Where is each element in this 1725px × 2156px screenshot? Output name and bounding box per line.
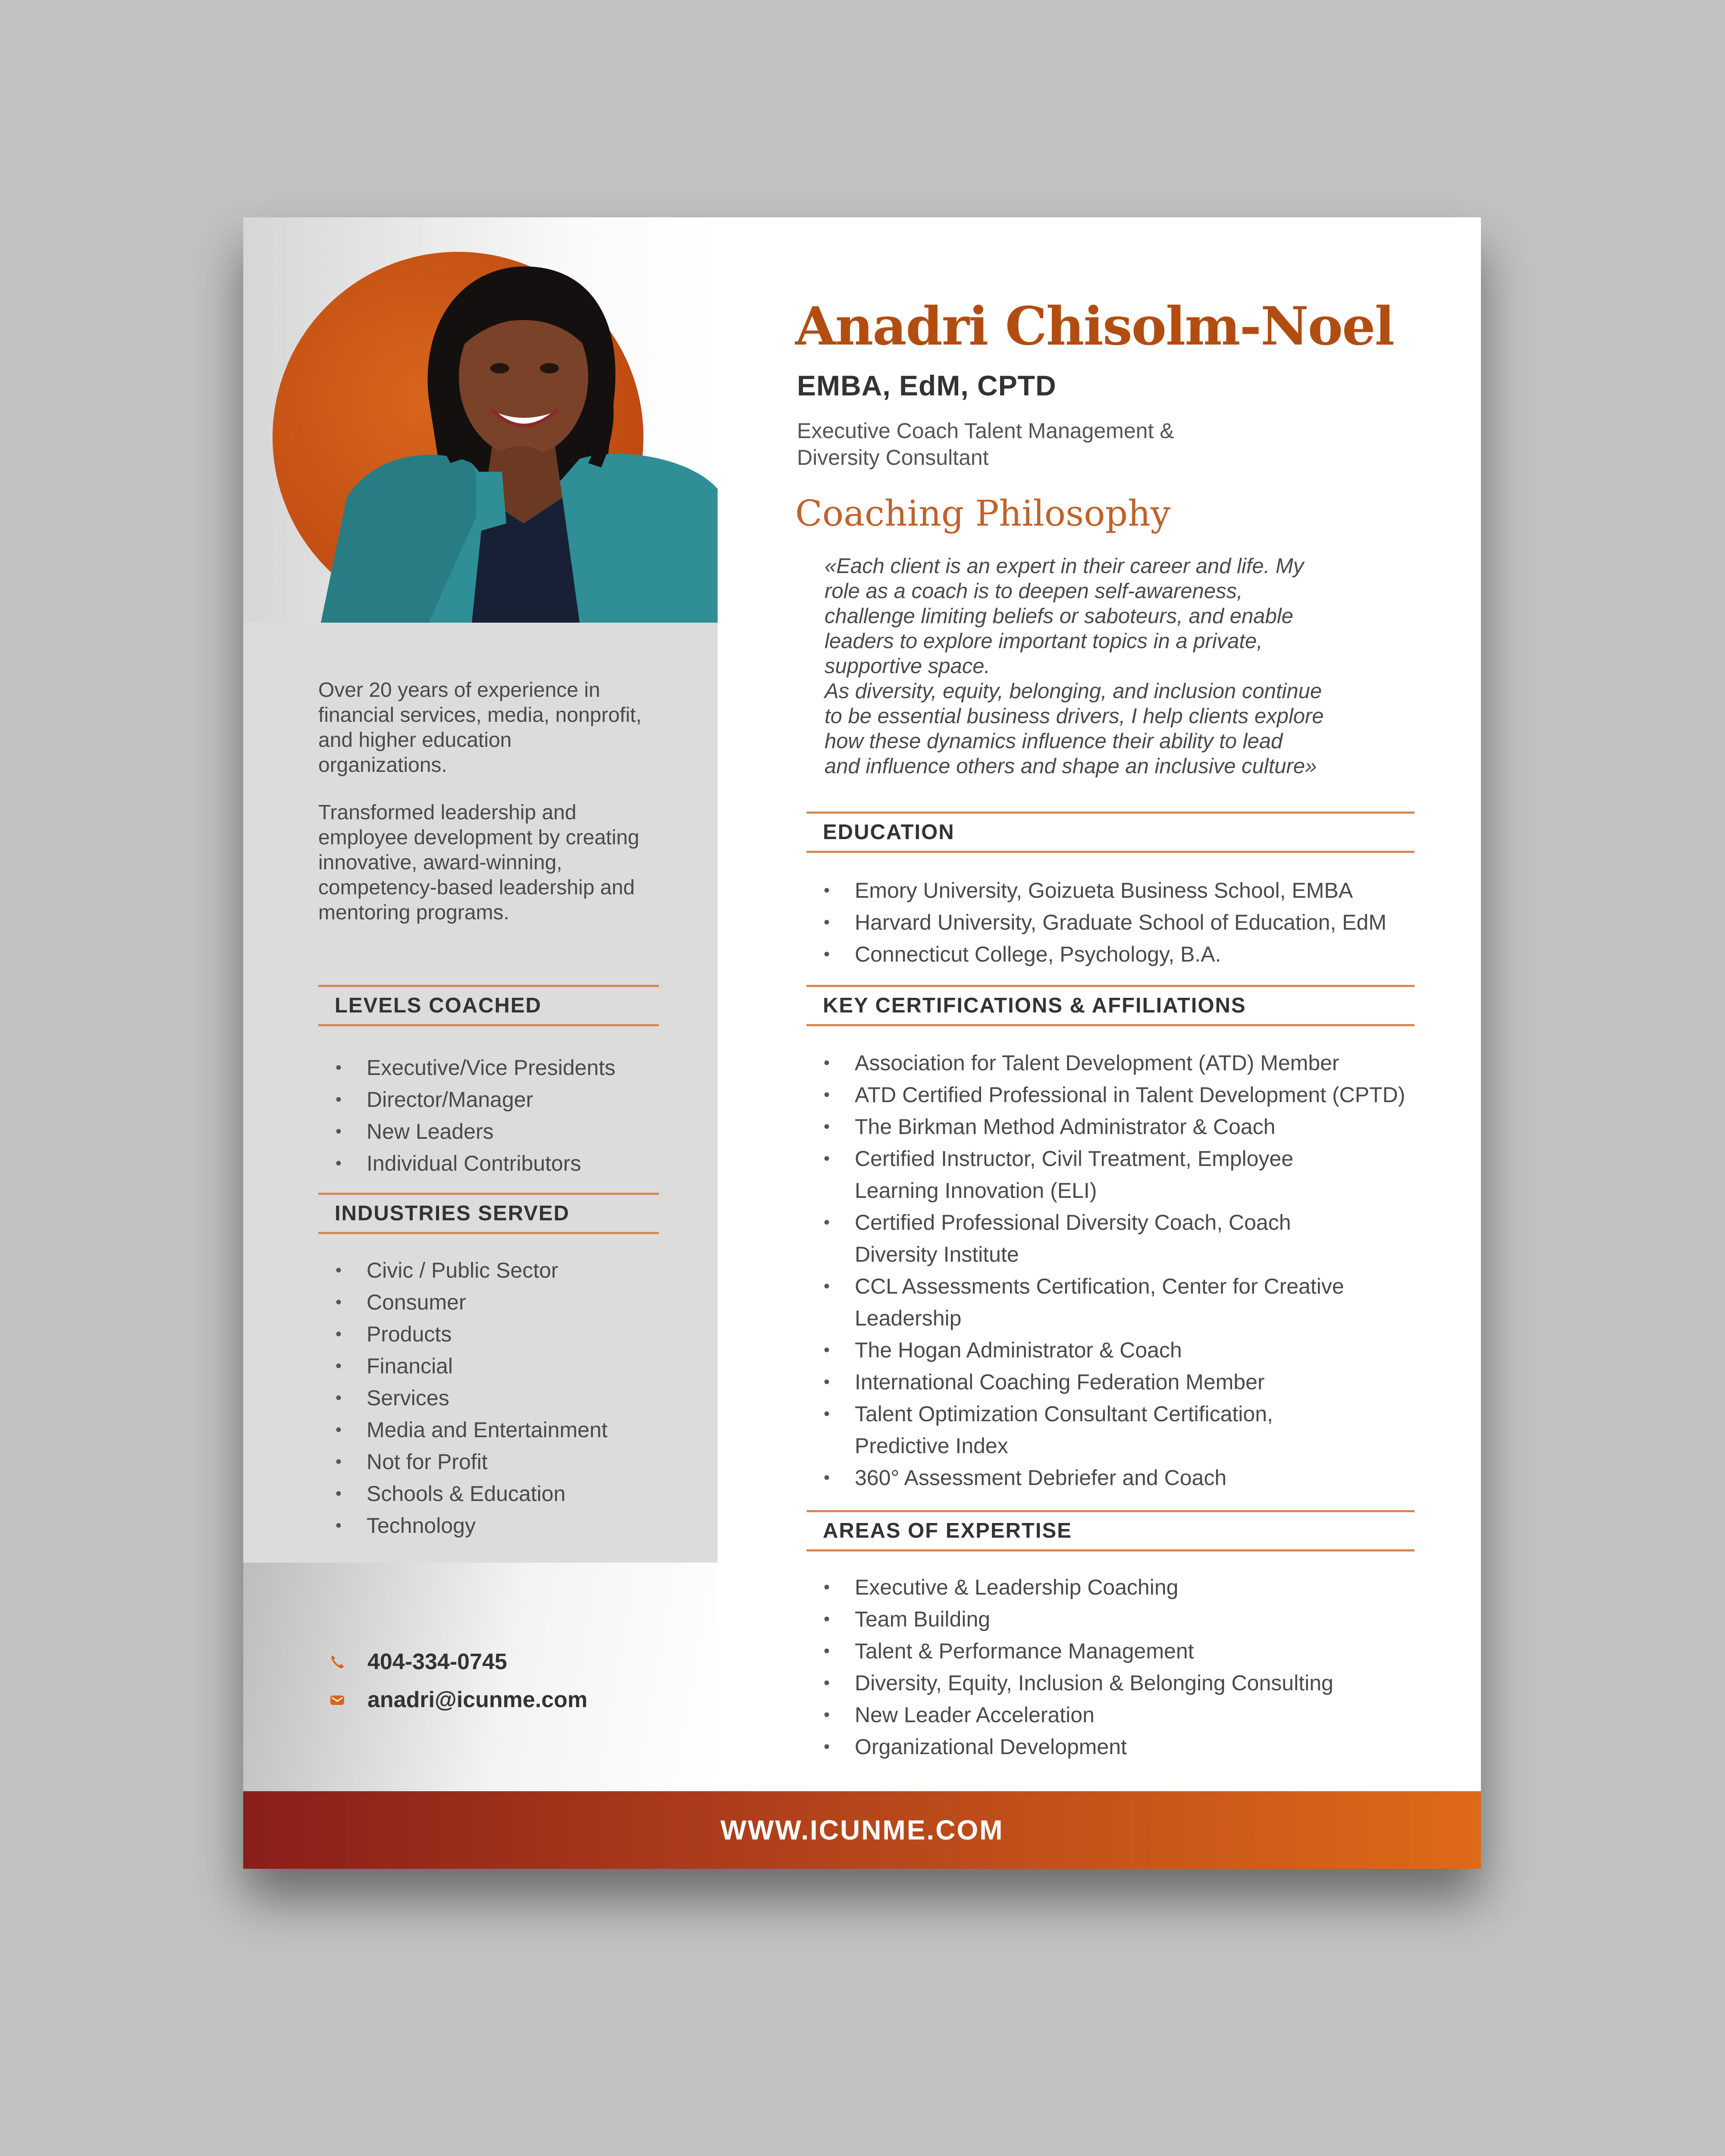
list-item: • Products [318, 1318, 659, 1350]
email-address: anadri@icunme.com [367, 1687, 588, 1712]
list-item: • The Birkman Method Administrator & Coach [806, 1111, 1445, 1143]
bullet-icon: • [824, 1642, 830, 1661]
list-item: • Individual Contributors [318, 1147, 659, 1179]
bullet-icon: • [824, 1085, 830, 1104]
bullet-icon: • [824, 1117, 830, 1136]
list-item: • New Leaders [318, 1116, 659, 1147]
bullet-icon: • [336, 1293, 342, 1312]
philosophy-quote: «Each client is an expert in their career and life. My role as a coach is to deepen self-awareness, challenge limiting beliefs or saboteurs, and enable leaders to explore important topics in a private, supportive space. As diversity, equity, belonging, and inclusion continue to be essential business drivers, I help clients explore how these dynamics influence their ability to lead and influence others and shape an inclusive culture» [825, 555, 1324, 778]
list-item: • Not for Profit [318, 1446, 659, 1478]
expertise-list [806, 1571, 1445, 1763]
bullet-icon: • [824, 1213, 830, 1232]
bullet-icon: • [336, 1452, 342, 1471]
list-item: • Executive & Leadership Coaching [806, 1571, 1445, 1603]
person-name: Anadri Chisolm-Noel [795, 295, 1394, 357]
list-item: • Services [318, 1382, 659, 1414]
levels-coached-list [318, 1052, 659, 1179]
bullet-icon: • [336, 1261, 342, 1280]
intro-summary [318, 678, 646, 948]
list-item: • Organizational Development [806, 1731, 1445, 1763]
industries-served-heading: INDUSTRIES SERVED [318, 1193, 659, 1234]
list-item: • Talent Optimization Consultant Certification, Predictive Index [806, 1398, 1445, 1462]
levels-coached-heading: LEVELS COACHED [318, 985, 659, 1026]
education-heading: EDUCATION [806, 812, 1414, 853]
contact-area [243, 1563, 718, 1791]
bullet-icon: • [824, 1578, 830, 1597]
email-contact[interactable] [329, 1687, 587, 1713]
list-item: • Civic / Public Sector [318, 1254, 659, 1286]
bullet-icon: • [824, 913, 830, 932]
bullet-icon: • [824, 1610, 830, 1629]
intro-paragraph-experience: Over 20 years of experience in financial services, media, nonprofit, and higher education organizations. [318, 679, 642, 777]
bullet-icon: • [336, 1516, 342, 1535]
list-item: • 360° Assessment Debriefer and Coach [806, 1462, 1445, 1494]
phone-number: 404-334-0745 [367, 1649, 507, 1674]
bullet-icon: • [336, 1090, 342, 1109]
bullet-icon: • [336, 1484, 342, 1503]
bullet-icon: • [336, 1058, 342, 1077]
list-item: • Diversity, Equity, Inclusion & Belonging Consulting [806, 1667, 1445, 1699]
bullet-icon: • [336, 1122, 342, 1141]
list-item: • Financial [318, 1350, 659, 1382]
bullet-icon: • [824, 1673, 830, 1692]
phone-icon [329, 1654, 345, 1670]
bullet-icon: • [824, 1341, 830, 1360]
list-item: • Emory University, Goizueta Business School, EMBA [806, 874, 1445, 906]
bullet-icon: • [824, 1373, 830, 1391]
right-column [718, 217, 1481, 1791]
photo-area [243, 217, 718, 623]
bullet-icon: • [336, 1154, 342, 1173]
list-item: • Director/Manager [318, 1084, 659, 1116]
phone-contact[interactable] [329, 1649, 507, 1675]
bullet-icon: • [824, 1277, 830, 1296]
bullet-icon: • [824, 881, 830, 900]
bullet-icon: • [824, 1149, 830, 1168]
left-column [243, 217, 718, 1791]
profile-portrait [321, 256, 718, 623]
list-item: • Connecticut College, Psychology, B.A. [806, 938, 1445, 970]
bullet-icon: • [824, 1053, 830, 1072]
website-footer-bar [243, 1791, 1481, 1869]
list-item: • Talent & Performance Management [806, 1635, 1445, 1667]
intro-paragraph-transformation: Transformed leadership and employee development by creating innovative, award-winning, competency-based leadership and mentoring programs. [318, 801, 640, 924]
list-item: • Consumer [318, 1286, 659, 1318]
role-title: Executive Coach Talent Management & Diversity Consultant [797, 419, 1174, 470]
list-item: • Executive/Vice Presidents [318, 1052, 659, 1084]
credentials: EMBA, EdM, CPTD [797, 370, 1057, 401]
education-list [806, 874, 1445, 970]
coaching-philosophy-title: Coaching Philosophy [795, 493, 1171, 534]
list-item: • Association for Talent Development (ATD) Member [806, 1047, 1445, 1079]
expertise-heading: AREAS OF EXPERTISE [806, 1510, 1414, 1551]
email-icon [329, 1692, 345, 1708]
list-item: • Team Building [806, 1603, 1445, 1635]
list-item: • Harvard University, Graduate School of Education, EdM [806, 906, 1445, 938]
bullet-icon: • [336, 1388, 342, 1407]
list-item: • Media and Entertainment [318, 1414, 659, 1446]
resume-sheet [243, 217, 1481, 1869]
certifications-heading: KEY CERTIFICATIONS & AFFILIATIONS [806, 985, 1414, 1026]
bullet-icon: • [336, 1357, 342, 1376]
bullet-icon: • [824, 1705, 830, 1724]
bullet-icon: • [336, 1420, 342, 1439]
website-link[interactable]: WWW.ICUNME.COM [720, 1814, 1004, 1846]
list-item: • Technology [318, 1510, 659, 1542]
certifications-list [806, 1047, 1445, 1494]
list-item: • The Hogan Administrator & Coach [806, 1334, 1445, 1366]
bullet-icon: • [824, 1468, 830, 1487]
list-item: • International Coaching Federation Member [806, 1366, 1445, 1398]
list-item: • Schools & Education [318, 1478, 659, 1510]
industries-served-list [318, 1254, 659, 1542]
list-item: • New Leader Acceleration [806, 1699, 1445, 1731]
list-item: • Certified Instructor, Civil Treatment, Employee Learning Innovation (ELI) [806, 1143, 1445, 1206]
list-item: • ATD Certified Professional in Talent Development (CPTD) [806, 1079, 1445, 1111]
bullet-icon: • [824, 1737, 830, 1756]
bullet-icon: • [336, 1325, 342, 1344]
bullet-icon: • [824, 1404, 830, 1423]
list-item: • CCL Assessments Certification, Center for Creative Leadership [806, 1270, 1445, 1334]
bullet-icon: • [824, 945, 830, 964]
list-item: • Certified Professional Diversity Coach, Coach Diversity Institute [806, 1206, 1445, 1270]
